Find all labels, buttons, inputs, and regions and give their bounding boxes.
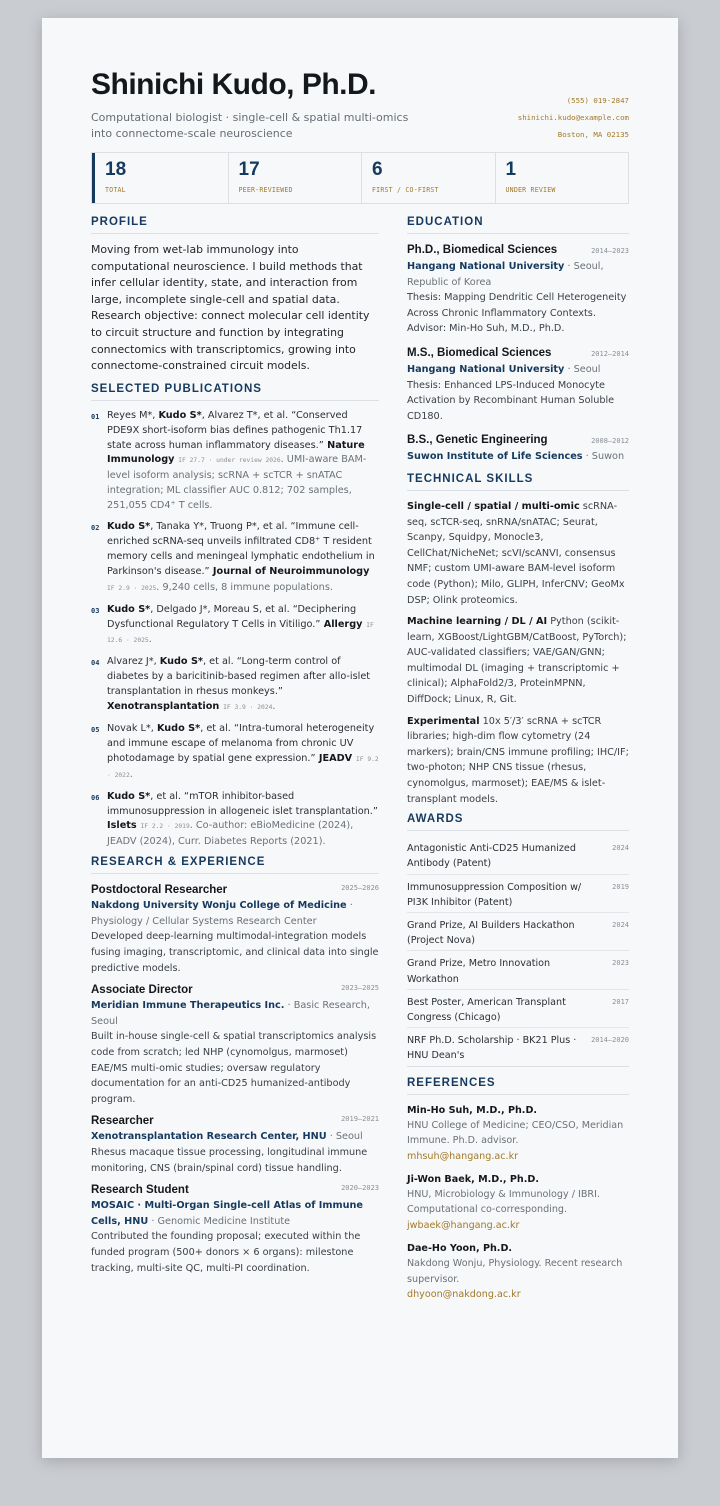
reference-name: Min-Ho Suh, M.D., Ph.D. — [407, 1104, 538, 1116]
publication-item — [91, 603, 379, 650]
stat-label: PEER-REVIEWED — [238, 186, 293, 194]
award-item — [407, 993, 629, 1028]
organization-detail: · Physiology / Cellular Systems Research Center — [91, 900, 353, 927]
award-year: 2019 — [612, 882, 629, 891]
institution-name: Hangang National University — [407, 363, 565, 375]
authors-rest: , Alvarez T*, et al. — [201, 409, 292, 421]
institution-name: Suwon Institute of Life Sciences — [407, 451, 583, 463]
institution — [407, 259, 629, 290]
education-item — [407, 345, 629, 424]
award-year: 2017 — [612, 997, 629, 1006]
section-heading-skills: TECHNICAL SKILLS — [407, 473, 629, 491]
experience-item — [91, 882, 379, 976]
reference-email[interactable]: mhsuh@hangang.ac.kr — [407, 1150, 519, 1162]
section-heading-publications: SELECTED PUBLICATIONS — [91, 383, 379, 401]
journal-name: Nature Immunology — [107, 439, 365, 466]
institution — [407, 449, 629, 465]
experience-item — [91, 982, 379, 1107]
job-description: Rhesus macaque tissue processing, longitudinal immune monitoring, CNS (brain/spinal cord) tissue handling. — [91, 1146, 368, 1174]
stat-label: TOTAL — [105, 186, 126, 194]
degree-title: Ph.D., Biomedical Sciences — [407, 244, 558, 256]
authors-rest: , et al. — [203, 656, 237, 668]
publication-item — [91, 520, 379, 597]
impact-factor: IF 27.7 · under review 2026 — [174, 457, 281, 465]
left-column — [91, 216, 379, 1282]
author-self: Kudo S* — [159, 656, 203, 668]
job-title: Researcher — [91, 1115, 154, 1128]
publication-number: 05 — [91, 725, 100, 734]
degree-title: M.S., Biomedical Sciences — [407, 346, 552, 359]
job-dates: 2023–2025 — [341, 984, 379, 993]
candidate-name: Shinichi Kudo, Ph.D. — [91, 68, 376, 101]
publication-item — [91, 722, 379, 784]
job-description: Contributed the founding proposal; executed within the funded program (500+ donors × 6 organs): milestone tracking, multi-site QC, multi-PI coordination. — [91, 1231, 361, 1274]
organization-detail: · Genomic Medicine Institute — [148, 1215, 291, 1227]
section-heading-experience: RESEARCH & EXPERIENCE — [91, 856, 379, 874]
publication-number: 04 — [91, 659, 100, 668]
authors-rest: , et al. — [150, 790, 185, 802]
authors-before: Alvarez J*, — [107, 656, 160, 668]
reference-email[interactable]: jwbaek@hangang.ac.kr — [407, 1219, 520, 1231]
contact-block — [518, 92, 629, 143]
education-item — [407, 432, 629, 465]
skill-group-heading: Single-cell / spatial / multi-omic — [407, 500, 580, 512]
stat-total — [92, 153, 228, 203]
award-name: Best Poster, American Transplant Congress (Chicago) — [407, 996, 566, 1024]
award-item — [407, 954, 629, 989]
section-heading-profile: PROFILE — [91, 216, 379, 234]
stat-label: FIRST / CO-FIRST — [372, 186, 439, 194]
award-year: 2014–2020 — [591, 1036, 629, 1045]
award-name: NRF Ph.D. Scholarship · BK21 Plus · HNU Dean's — [407, 1035, 577, 1062]
organization-name: Nakdong University Wonju College of Medicine — [91, 900, 347, 912]
skill-group-text: Python (scikit-learn, XGBoost/LightGBM/CatBoost, PyTorch); AUC-validated classifiers; VAE/GAN/GNN; multimodal DL (imaging + transcriptomic + clinical); AlphaFold2/3, ProteinMPNN, DiffDock; Linux, R, Git. — [407, 616, 627, 706]
impact-factor: IF 3.9 · 2024 — [219, 704, 273, 712]
skill-group-heading: Machine learning / DL / AI — [407, 616, 548, 628]
publication-number: 03 — [91, 606, 100, 615]
award-name: Immunosuppression Composition w/ PI3K Inhibitor (Patent) — [407, 881, 582, 908]
publication-item — [91, 790, 379, 851]
institution-location: · Suwon — [582, 451, 625, 463]
stat-number: 1 — [505, 159, 517, 180]
stat-number: 17 — [238, 159, 260, 180]
institution — [407, 362, 629, 378]
references-list — [407, 1103, 629, 1303]
publication-title: “Immune cell-enriched scRNA-seq unveils infiltrated CD8⁺ T resident memory cells and meningeal lymphatic endothelium in Parkinson's disease.” — [107, 521, 375, 577]
education-list — [407, 242, 629, 465]
publication-title: “Deciphering Dysfunctional Regulatory T Cells in Vitiligo.” — [107, 603, 357, 630]
publication-title: “Conserved PDE9X short-isoform bias defines pathogenic Th1.17 state across human inflammatory diseases.” — [107, 409, 363, 451]
awards-list — [407, 839, 629, 1066]
job-organization — [91, 1198, 379, 1229]
reference-item — [407, 1103, 629, 1164]
authors-rest: , et al. — [200, 722, 234, 734]
skill-group — [407, 714, 629, 808]
award-item — [407, 839, 629, 874]
degree-dates: 2012–2014 — [591, 349, 629, 358]
publication-note: . Co-author: eBioMedicine (2024), JEADV (2024), Curr. Diabetes Reports (2021). — [107, 820, 354, 848]
stat-label: UNDER REVIEW — [505, 186, 556, 194]
publication-title: “mTOR inhibitor-based immunosuppression in allogeneic islet transplantation.” — [107, 790, 378, 817]
author-self: Kudo S* — [158, 409, 202, 421]
stat-peer-reviewed — [228, 153, 362, 203]
award-year: 2024 — [612, 844, 629, 853]
stat-number: 18 — [105, 159, 127, 180]
publication-number: 01 — [91, 412, 100, 421]
location: Boston, MA 02135 — [557, 130, 629, 139]
publication-number: 02 — [91, 524, 100, 533]
job-title: Research Student — [91, 1184, 189, 1197]
job-title: Postdoctoral Researcher — [91, 884, 228, 897]
job-dates: 2025–2026 — [341, 884, 379, 893]
journal-name: Islets — [107, 820, 137, 832]
author-self: Kudo S* — [107, 521, 151, 533]
section-heading-references: REFERENCES — [407, 1077, 629, 1095]
award-name: Grand Prize, Metro Innovation Workathon — [407, 958, 551, 985]
job-organization — [91, 998, 379, 1029]
reference-item — [407, 1172, 629, 1233]
publication-note: . — [129, 768, 133, 780]
stat-under-review — [495, 153, 629, 203]
header — [91, 68, 629, 152]
award-name: Antagonistic Anti-CD25 Humanized Antibody (Patent) — [407, 843, 576, 870]
award-year: 2024 — [612, 921, 629, 930]
award-item — [407, 916, 629, 951]
impact-factor: IF 9.2 · 2022 — [107, 755, 379, 779]
experience-list — [91, 882, 379, 1276]
reference-item — [407, 1241, 629, 1302]
skill-group — [407, 614, 629, 708]
publication-item — [91, 409, 379, 514]
stat-first-author — [361, 153, 495, 203]
institution-location: · Seoul, Republic of Korea — [407, 261, 604, 288]
resume-page — [42, 18, 678, 1458]
skill-group-text: scRNA-seq, scTCR-seq, snRNA/snATAC; Seurat, Scanpy, Squidpy, Monocle3, CellChat/NicheNet; scVI/scANVI, consensus NMF; custom UMI-aware BAM-level isoform code (Python); Milo, GLIPH, InferCNV; GeoMx DSP; Olink proteomics. — [407, 500, 625, 606]
job-organization — [91, 898, 379, 929]
job-description: Developed deep-learning multimodal-integration models fusing imaging, transcriptomic, and clinical data into single predictive models. — [91, 931, 379, 974]
right-column — [407, 216, 629, 1310]
publication-note: . 9,240 cells, 8 immune populations. — [156, 581, 333, 593]
journal-name: Xenotransplantation — [107, 701, 220, 713]
organization-detail: · Basic Research, Seoul — [91, 1000, 370, 1027]
thesis-description: Thesis: Enhanced LPS-Induced Monocyte Activation by Recombinant Human Soluble CD180. — [407, 379, 615, 422]
journal-name: Allergy — [320, 618, 363, 630]
impact-factor: IF 2.2 · 2019 — [136, 823, 190, 831]
email[interactable]: shinichi.kudo@example.com — [517, 113, 629, 122]
award-year: 2023 — [612, 959, 629, 968]
education-item — [407, 242, 629, 337]
authors-rest: , Delgado J*, Moreau S, et al. — [150, 603, 293, 615]
impact-factor: IF 2.9 · 2025 — [107, 584, 157, 592]
author-self: Kudo S* — [156, 722, 201, 734]
phone[interactable]: (555) 019-2847 — [566, 96, 629, 105]
authors-rest: , Tanaka Y*, Truong P*, et al. — [150, 521, 291, 533]
skill-group-heading: Experimental — [407, 715, 480, 727]
job-dates: 2019–2021 — [341, 1115, 379, 1124]
reference-description: HNU College of Medicine; CEO/CSO, Meridian Immune. Ph.D. advisor. — [407, 1119, 624, 1147]
stat-number: 6 — [372, 159, 383, 180]
publication-title: “Long-term control of diabetes by a baricitinib-based regimen after allo-islet transplantation in rhesus monkeys.” — [107, 656, 371, 698]
publication-note: . UMI-aware BAM-level isoform analysis; scRNA + scTCR + snATAC integration; ML classifier AUC 0.812; 702 samples, 251,055 CD4⁺ T cells. — [107, 454, 367, 512]
authors-before: Novak L*, — [107, 722, 157, 734]
award-item — [407, 878, 629, 913]
experience-item — [91, 1182, 379, 1276]
publication-stats — [91, 152, 629, 204]
reference-name: Ji-Won Baek, M.D., Ph.D. — [407, 1173, 539, 1185]
publication-title: “Intra-tumoral heterogeneity and immune escape of melanoma from chronic UV photodamage by spatial gene expression.” — [107, 722, 375, 764]
author-self: Kudo S* — [107, 790, 151, 802]
organization-name: MOSAIC · Multi-Organ Single-cell Atlas of Immune Cells, HNU — [91, 1200, 363, 1227]
publication-note: . — [148, 634, 152, 646]
organization-name: Xenotransplantation Research Center, HNU — [91, 1131, 327, 1143]
degree-dates: 2014–2023 — [591, 247, 629, 255]
tagline: Computational biologist · single-cell & spatial multi-omics into connectome-scale neuroscience — [91, 111, 409, 140]
publication-list — [91, 409, 379, 850]
publication-item — [91, 655, 379, 716]
award-item — [407, 1031, 629, 1066]
reference-name: Dae-Ho Yoon, Ph.D. — [407, 1243, 513, 1255]
degree-dates: 2008–2012 — [591, 437, 629, 446]
reference-description: Nakdong Wonju, Physiology. Recent research supervisor. — [407, 1258, 623, 1285]
impact-factor: IF 12.6 · 2025 — [107, 621, 374, 645]
thesis-description: Thesis: Mapping Dendritic Cell Heterogeneity Across Chronic Inflammatory Contexts. Advisor: Min-Ho Suh, M.D., Ph.D. — [407, 292, 627, 335]
skill-group — [407, 499, 629, 608]
job-title: Associate Director — [91, 984, 193, 997]
section-heading-awards: AWARDS — [407, 813, 629, 831]
experience-item — [91, 1113, 379, 1176]
skills-list — [407, 499, 629, 807]
institution-location: · Seoul — [564, 363, 601, 375]
profile-text: Moving from wet-lab immunology into computational neuroscience. I build methods that infer cellular identity, state, and interaction from large, incomplete single-cell and spatial data. Research objective: connect molecular cell identity to circuit structure and function by integrating connectomics with transcriptomics, growing into connectome-constrained circuit models. — [91, 243, 370, 373]
authors-before: Reyes M*, — [107, 409, 159, 421]
job-dates: 2020–2023 — [341, 1184, 379, 1193]
reference-description: HNU, Microbiology & Immunology / IBRI. Computational co-corresponding. — [407, 1189, 600, 1216]
job-description: Built in-house single-cell & spatial transcriptomics analysis code from scratch; led NHP (cynomolgus, marmoset) EAE/MS multi-omic studies; oversaw regulatory documentation for an anti-CD25 humanized-antibody program. — [91, 1031, 377, 1105]
institution-name: Hangang National University — [407, 261, 565, 272]
publication-number: 06 — [91, 793, 100, 802]
organization-detail: · Seoul — [326, 1131, 363, 1143]
section-heading-education: EDUCATION — [407, 216, 629, 234]
journal-name: Journal of Neuroimmunology — [209, 565, 370, 577]
degree-title: B.S., Genetic Engineering — [407, 434, 548, 447]
organization-name: Meridian Immune Therapeutics Inc. — [91, 1000, 285, 1012]
journal-name: JEADV — [315, 752, 353, 764]
skill-group-text: 10x 5′/3′ scRNA + scTCR libraries; high-dim flow cytometry (24 markers); brain/CNS immune profiling; IHC/IF; two-photon; NHP CNS tissue (rhesus, cynomolgus, marmoset); EAE/MS & islet-transplant models. — [407, 715, 629, 805]
author-self: Kudo S* — [107, 603, 151, 615]
publication-note: . — [272, 701, 276, 713]
job-organization — [91, 1129, 379, 1145]
award-name: Grand Prize, AI Builders Hackathon (Project Nova) — [407, 920, 575, 947]
reference-email[interactable]: dhyoon@nakdong.ac.kr — [407, 1288, 521, 1300]
